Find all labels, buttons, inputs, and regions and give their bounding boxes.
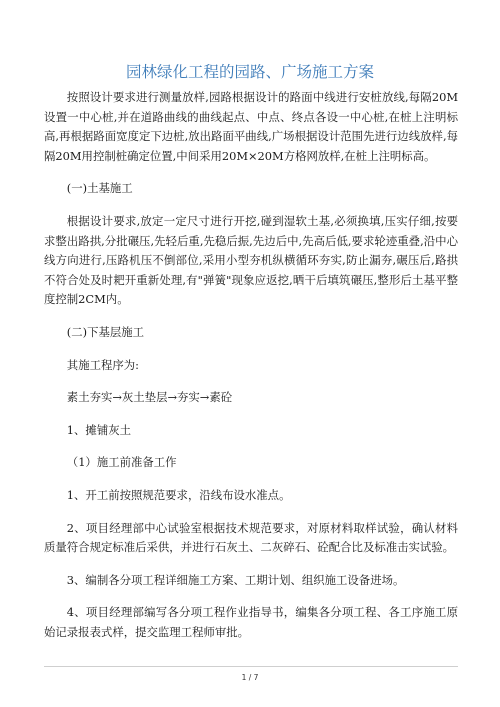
heading-preparation: （1）施工前准备工作 <box>66 455 177 470</box>
footer-divider <box>44 666 458 667</box>
page-number: 1 / 7 <box>241 673 259 682</box>
list-item-work-instructions: 4、项目经理部编写各分项工程作业指导书，编集各分项工程、各工序施工原始记录报表式样，提交监理工程师审批。 <box>44 605 458 639</box>
list-item-material-testing: 2、项目经理部中心试验室根据技术规范要求，对原材料取样试验，确认材料质量符合规定标准后采供，并进行石灰土、二灰碎石、砼配合比及标准击实试验。 <box>44 520 458 555</box>
paragraph-survey-layout: 按照设计要求进行测量放样,园路根据设计的路面中线进行安桩放线,每隔20M设置一中心桩,并在道路曲线的曲线起点、中点、终点各设一中心桩,在桩上注明标高,再根据路面宽度定下边桩,放出路面平曲线,广场根据设计范围先进行边线放样,每隔20M用控制桩确定位置,中间采用20M×20M方格网放样,在桩上注明标高。 <box>44 90 458 163</box>
list-item-benchmarks: 1、开工前按照规范要求，沿线布设水准点。 <box>66 487 291 502</box>
document-title: 园林绿化工程的园路、广场施工方案 <box>125 63 374 81</box>
heading-subbase: (二)下基层施工 <box>66 324 145 339</box>
paragraph-earthwork: 根据设计要求,放定一定尺寸进行开挖,碰到湿软土基,必须换填,压实仔细,按要求整出路拱,分批碾压,先轻后重,先稳后振,先边后中,先高后低,要求轮迹重叠,沿中心线方向进行,压路机压不倒部位,采用小型夯机纵横循环夯实,防止漏夯,碾压后,路拱不符合处及时耙开重新处理,有"弹簧"现象应返挖,晒干后填筑碾压,整形后土基平整度控制2CM内。 <box>44 213 458 307</box>
paragraph-procedure-intro: 其施工程序为: <box>66 357 139 372</box>
list-item-construction-plan: 3、编制各分项工程详细施工方案、工期计划、组织施工设备进场。 <box>66 572 405 587</box>
paragraph-procedure-steps: 素土夯实→灰土垫层→夯实→素砼 <box>66 390 233 405</box>
heading-spread-lime-soil: 1、摊铺灰土 <box>66 422 131 437</box>
document-body <box>44 88 458 642</box>
heading-earthwork: (一)土基施工 <box>66 181 133 196</box>
